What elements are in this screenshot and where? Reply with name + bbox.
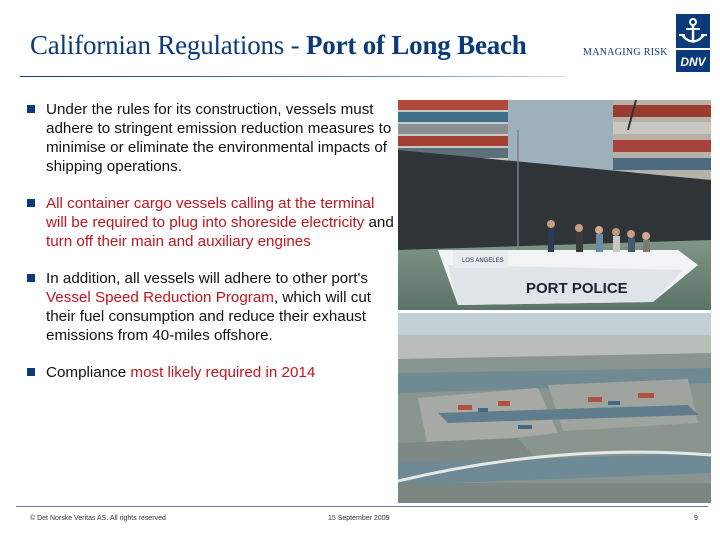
boat-small-label: LOS ANGELES [462,258,504,264]
highlighted-text: turn off their main and auxiliary engines [46,233,311,250]
bullet-text: and [364,214,394,231]
bullet-item [26,363,394,382]
page-number: 9 [694,515,698,522]
bullet-square-icon [27,199,35,207]
port-police-boat-photo [398,100,711,310]
bullet-item [26,100,394,176]
title-divider [20,76,565,77]
bullet-text: Under the rules for its construction, vessels must adhere to stringent emission reduction measures to minimise or eliminate the environmental impacts of shipping operations. [46,101,392,175]
bullet-list [26,100,394,400]
bullet-text: , which will cut their fuel consumption and reduce their exhaust emissions from 40-miles offshore. [46,289,372,344]
bullet-item [26,194,394,251]
bullet-square-icon [27,105,35,113]
footer-date: 15 September 2009 [328,515,390,522]
title-bold: Port of Long Beach [306,30,527,60]
dnv-logo-icon [676,14,710,72]
logo-text: DNV [680,55,706,69]
bullet-square-icon [27,368,35,376]
bullet-square-icon [27,274,35,282]
slide-title [30,30,527,61]
bullet-text: Compliance [46,364,131,381]
highlighted-text: All container cargo vessels calling at the terminal will be required to plug into shoreside electricity [46,195,375,231]
highlighted-text: Vessel Speed Reduction Program [46,289,274,306]
port-police-label: PORT POLICE [526,280,628,297]
title-regular: Californian Regulations - [30,30,306,60]
managing-risk-tagline: MANAGING RISK [583,47,668,58]
bullet-text: In addition, all vessels will adhere to other port's [46,270,369,287]
highlighted-text: most likely required in 2014 [130,364,316,381]
bullet-item [26,269,394,345]
footer-copyright: © Det Norske Veritas AS. All rights reserved [30,515,166,522]
footer-divider [16,506,708,507]
port-aerial-photo [398,313,711,503]
